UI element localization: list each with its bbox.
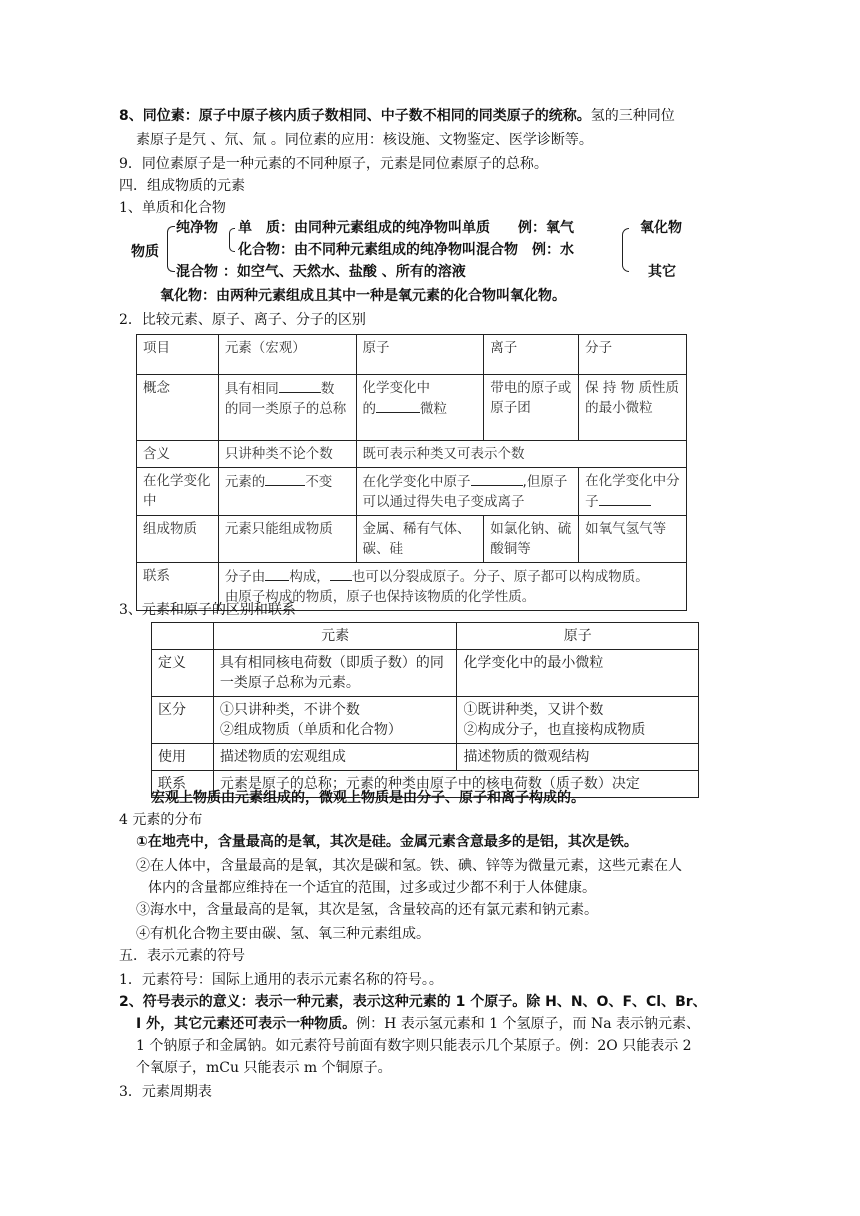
blank (265, 566, 289, 581)
blank (265, 471, 305, 486)
compare-table (136, 334, 687, 611)
distribution-body-2: 体内的含量都应维持在一个适宜的范围，过多或过少都不利于人体健康。 (148, 880, 596, 896)
cell-molecule-compose: 如氧气氢气等 (579, 516, 687, 563)
element-atom-table (151, 622, 699, 798)
symbol-2-line3: 1 个钠原子和金属钠。如元素符号前面有数字则只能表示几个某原子。例：2O 只能表示 2 (136, 1038, 692, 1054)
text: 微粒 (420, 401, 448, 417)
blank (279, 378, 321, 393)
t2-relation: 元素是原子的总称；元素的种类由原子中的核电荷数（质子数）决定 (213, 771, 698, 798)
text: 具有相同 (224, 381, 279, 397)
cell-atom-compose: 金属、稀有气体、碳、硅 (356, 516, 484, 563)
cell-molecule-change (579, 468, 687, 516)
t2-th-element: 元素 (213, 623, 457, 650)
t2-label: 联系 (152, 771, 214, 798)
text: 在化学变化中原子 (362, 474, 471, 490)
th-molecule: 分子 (579, 335, 687, 375)
t2-row-definition (152, 650, 699, 697)
subsection-1-heading: 1、单质和化合物 (119, 200, 226, 216)
isotope-definition: 8、同位素：原子中原子核内质子数相同、中子数不相同的同类原子的统称。 (119, 108, 591, 124)
tree-element: 单 质：由同种元素组成的纯净物叫单质 例：氧气 (238, 220, 574, 236)
text: ①既讲种类，又讲个数 (463, 702, 604, 718)
t2-label: 区分 (152, 697, 214, 744)
text: ,但原子可以通过得失电子变成离子 (362, 474, 568, 510)
symbol-2-line4: 个氧原子，mCu 只能表示 m 个铜原子。 (136, 1060, 392, 1076)
macro-micro-statement: 宏观上物质由元素组成的，微观上物质是由分子、原子和离子构成的。 (151, 790, 585, 806)
tree-brace-compound (622, 228, 629, 272)
text: 构成， (289, 569, 330, 585)
tree-matter: 物质 (131, 244, 159, 260)
item-8-line1 (119, 106, 675, 126)
section-5-heading: 五．表示元素的符号 (119, 948, 245, 964)
cell-element-concept (218, 375, 356, 441)
symbol-2-bold2: I 外，其它元素还可表示一种物质。 (136, 1016, 357, 1032)
blank (599, 491, 651, 506)
t2-row-usage (152, 744, 699, 771)
item-8-line2: 素原子是氕 、氘、氚 。同位素的应用：核设施、文物鉴定、医学诊断等。 (136, 132, 593, 148)
cell-meaning-other: 既可表示种类又可表示个数 (356, 441, 686, 468)
th-item: 项目 (137, 335, 219, 375)
compare-table-clip (136, 334, 688, 605)
cell-label: 概念 (137, 375, 219, 441)
t2-th-atom: 原子 (457, 623, 699, 650)
th-atom: 原子 (356, 335, 484, 375)
cell-atom-concept (356, 375, 484, 441)
distribution-organic: ④有机化合物主要由碳、氢、氧三种元素组成。 (136, 926, 430, 942)
text: 也可以分裂成原子。分子、原子都可以构成物质。 (351, 569, 649, 585)
cell-element-compose: 元素只能组成物质 (218, 516, 356, 563)
t2-atom-use: 描述物质的微观结构 (457, 744, 699, 771)
blank (376, 398, 420, 413)
t2-atom-def: 化学变化中的最小微粒 (457, 650, 699, 697)
text: ②构成分子，也直接构成物质 (463, 722, 646, 738)
th-element: 元素（宏观） (218, 335, 356, 375)
tree-compound: 化合物：由不同种元素组成的纯净物叫混合物 例：水 (238, 242, 574, 258)
text: 的 (362, 401, 377, 417)
tree-brace-pure (229, 228, 235, 252)
cell-label: 组成物质 (137, 516, 219, 563)
item-9: 9．同位素原子是一种元素的不同种原子，元素是同位素原子的总称。 (119, 156, 548, 172)
subsection-3-heading: 3、元素和原子的区别和联系 (119, 602, 296, 618)
text: 不变 (305, 474, 333, 490)
cell-label: 含义 (137, 441, 219, 468)
row-compose (137, 516, 687, 563)
tree-pure: 纯净物 (176, 220, 218, 236)
text: 化学变化中 (362, 380, 431, 396)
row-concept (137, 375, 687, 441)
text: ①只讲种类，不讲个数 (219, 702, 360, 718)
compare-table-header (137, 335, 687, 375)
t2-header (152, 623, 699, 650)
cell-label: 联系 (137, 563, 219, 611)
subsection-2-heading: 2．比较元素、原子、离子、分子的区别 (119, 312, 366, 328)
symbol-3: 3．元素周期表 (119, 1084, 212, 1100)
oxide-definition: 氧化物：由两种元素组成且其中一种是氧元素的化合物叫氧化物。 (160, 288, 566, 304)
symbol-1: 1．元素符号：国际上通用的表示元素名称的符号。。 (119, 972, 443, 988)
text: 在化学变化中分子 (585, 473, 680, 510)
t2-element-def: 具有相同核电荷数（即质子数）的同一类原子总称为元素。 (213, 650, 457, 697)
symbol-2-rest2: 例：H 表示氢元素和 1 个氢原子，而 Na 表示钠元素、 (356, 1016, 701, 1032)
distribution-crust: ①在地壳中，含量最高的是氧，其次是硅。金属元素含意最多的是铝，其次是铁。 (136, 834, 638, 850)
section-4-heading: 四．组成物质的元素 (119, 178, 245, 194)
t2-th-blank (152, 623, 214, 650)
t2-label: 定义 (152, 650, 214, 697)
tree-brace-matter (167, 226, 175, 272)
symbol-2-line1: 2、符号表示的意义：表示一种元素，表示这种元素的 1 个原子。除 H、N、O、F、Cl、Br、 (119, 994, 707, 1010)
cell-atom-ion-change (356, 468, 579, 516)
distribution-sea: ③海水中，含量最高的是氧，其次是氢，含量较高的还有氯元素和钠元素。 (136, 902, 598, 918)
row-meaning (137, 441, 687, 468)
text: 元素的 (224, 474, 266, 490)
t2-element-use: 描述物质的宏观组成 (213, 744, 457, 771)
blank (330, 566, 352, 581)
symbol-2-line2 (136, 1014, 700, 1034)
th-ion: 离子 (484, 335, 579, 375)
cell-element-change (218, 468, 356, 516)
tree-oxide: 氧化物 (640, 220, 682, 236)
text: 的同一类原子的总称 (224, 401, 347, 417)
tree-other: 其它 (648, 264, 676, 280)
cell-molecule-concept: 保 持 物 质性质的最小微粒 (579, 375, 687, 441)
cell-element-meaning: 只讲种类不论个数 (218, 441, 356, 468)
tree-mixture: 混合物 ：如空气、天然水、盐酸 、所有的溶液 (176, 264, 466, 280)
cell-ion-compose: 如氯化钠、硫酸铜等 (484, 516, 579, 563)
t2-label: 使用 (152, 744, 214, 771)
t2-atom-diff (457, 697, 699, 744)
blank (471, 471, 523, 486)
t2-row-difference (152, 697, 699, 744)
t2-element-diff (213, 697, 457, 744)
cell-ion-concept: 带电的原子或原子团 (484, 375, 579, 441)
distribution-body-1: ②在人体中，含量最高的是氧，其次是碳和氢。铁、碘、锌等为微量元素，这些元素在人 (136, 858, 682, 874)
text: 数 (320, 381, 335, 397)
row-chemical-change (137, 468, 687, 516)
isotope-hydrogen-text: 氢的三种同位 (590, 108, 675, 124)
cell-label: 在化学变化中 (137, 468, 219, 516)
subsection-4-heading: 4 元素的分布 (119, 812, 203, 828)
text: 分子由 (224, 569, 266, 585)
text: ②组成物质（单质和化合物） (219, 722, 402, 738)
text: 由原子构成的物质，原子也保持该物质的化学性质。 (224, 589, 536, 605)
